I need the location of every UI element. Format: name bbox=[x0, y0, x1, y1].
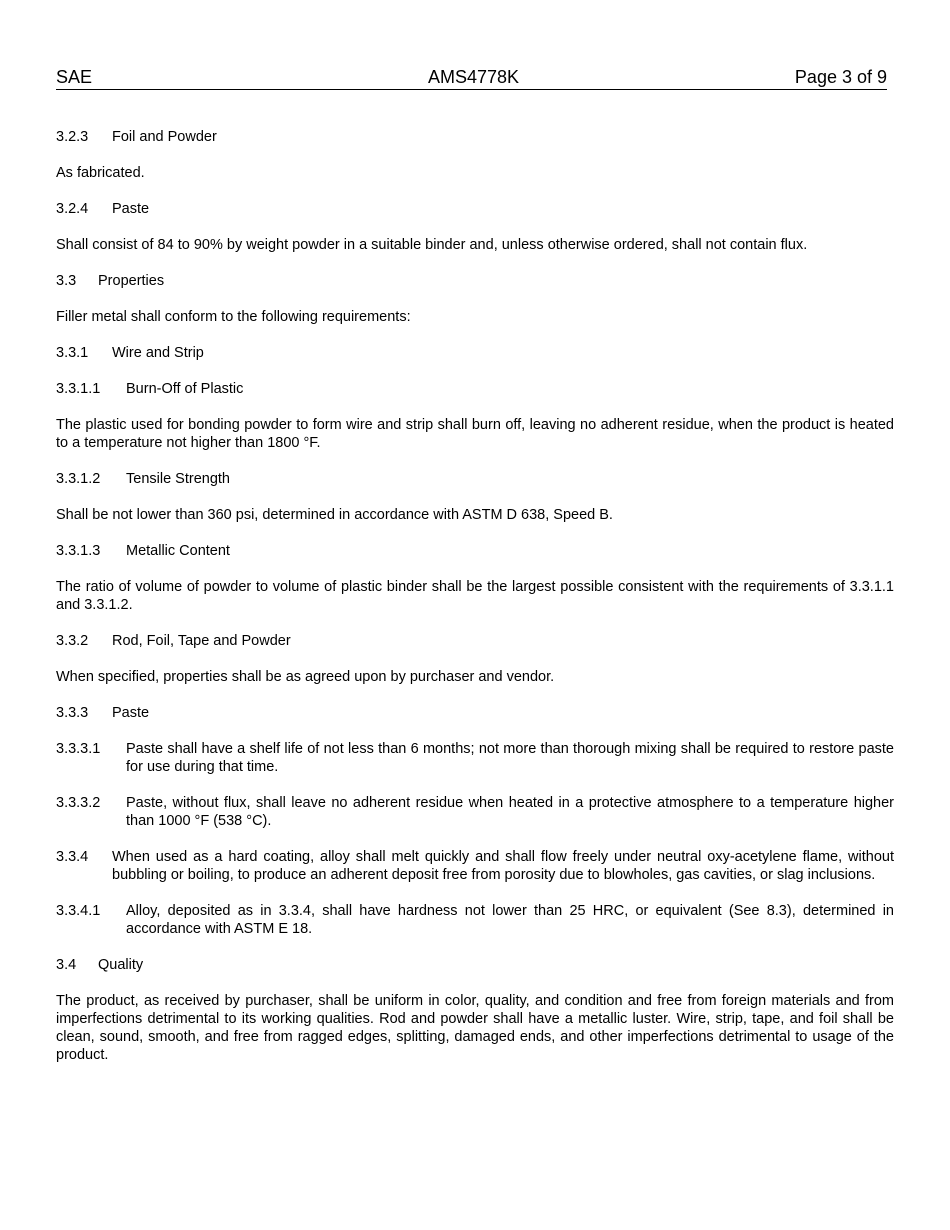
section-heading-3-4 bbox=[56, 956, 894, 974]
section-number: 3.4 bbox=[56, 957, 77, 973]
section-heading-3-3-2 bbox=[56, 632, 894, 650]
section-heading-3-3-1-2 bbox=[56, 470, 894, 488]
section-number: 3.3.3.2 bbox=[56, 795, 101, 811]
section-number: 3.3.1 bbox=[56, 345, 89, 361]
paragraph-3-3-2: When specified, properties shall be as agreed upon by purchaser and vendor. bbox=[56, 669, 555, 685]
section-title: Paste bbox=[112, 201, 150, 217]
section-heading-3-3-1-3 bbox=[56, 542, 894, 560]
paragraph-3-3-4 bbox=[56, 848, 894, 884]
section-heading-3-2-4 bbox=[56, 200, 894, 218]
paragraph-3-2-3: As fabricated. bbox=[56, 165, 145, 181]
paragraph-3-4: The product, as received by purchaser, shall be uniform in color, quality, and condition and free from foreign materials and from imperfections detrimental to its working qualities. Rod and powder shall have a metallic luster. Wire, strip, tape, and foil shall be clean, sound, smooth, and free from ragged edges, splitting, damaged ends, and other imperfections detrimental to usage of the product. bbox=[56, 993, 894, 1063]
paragraph-3-3-4-1 bbox=[56, 902, 894, 938]
section-heading-3-2-3 bbox=[56, 128, 894, 146]
section-number: 3.3.1.3 bbox=[56, 543, 101, 559]
section-number: 3.3.4.1 bbox=[56, 903, 101, 919]
paragraph-text: Alloy, deposited as in 3.3.4, shall have hardness not lower than 25 HRC, or equivalent (See 8.3), determined in accordance with ASTM E 18. bbox=[126, 903, 894, 937]
header-page-number: Page 3 of 9 bbox=[794, 67, 887, 87]
page-header bbox=[56, 67, 887, 90]
section-title: Quality bbox=[98, 957, 144, 973]
section-heading-3-3-1-1 bbox=[56, 380, 894, 398]
section-title: Properties bbox=[98, 273, 165, 289]
section-heading-3-3-1 bbox=[56, 344, 894, 362]
section-number: 3.3.1.1 bbox=[56, 381, 101, 397]
section-number: 3.3.4 bbox=[56, 849, 89, 865]
document-body bbox=[56, 128, 894, 1082]
paragraph-3-3-3-1 bbox=[56, 740, 894, 776]
section-number: 3.2.4 bbox=[56, 201, 89, 217]
section-number: 3.3.2 bbox=[56, 633, 89, 649]
section-number: 3.3.3.1 bbox=[56, 741, 101, 757]
section-number: 3.3 bbox=[56, 273, 77, 289]
section-title: Metallic Content bbox=[126, 543, 230, 559]
section-title: Wire and Strip bbox=[112, 345, 204, 361]
header-org: SAE bbox=[56, 67, 93, 87]
section-title: Tensile Strength bbox=[126, 471, 230, 487]
section-title: Paste bbox=[112, 705, 150, 721]
section-heading-3-3-3 bbox=[56, 704, 894, 722]
paragraph-3-2-4: Shall consist of 84 to 90% by weight powder in a suitable binder and, unless otherwise ordered, shall not contain flux. bbox=[56, 237, 808, 253]
paragraph-3-3-3-2 bbox=[56, 794, 894, 830]
section-number: 3.3.3 bbox=[56, 705, 89, 721]
paragraph-text: Paste shall have a shelf life of not less than 6 months; not more than thorough mixing shall be required to restore paste for use during that time. bbox=[126, 741, 894, 775]
paragraph-text: Paste, without flux, shall leave no adherent residue when heated in a protective atmosphere to a temperature higher than 1000 °F (538 °C). bbox=[126, 795, 894, 829]
section-title: Burn-Off of Plastic bbox=[126, 381, 244, 397]
paragraph-text: When used as a hard coating, alloy shall melt quickly and shall flow freely under neutral oxy-acetylene flame, without bubbling or boiling, to produce an adherent deposit free from porosity due to blowholes, gas cavities, or slag inclusions. bbox=[112, 849, 894, 883]
section-number: 3.3.1.2 bbox=[56, 471, 101, 487]
paragraph-3-3-1-2: Shall be not lower than 360 psi, determined in accordance with ASTM D 638, Speed B. bbox=[56, 507, 613, 523]
paragraph-3-3-1-3: The ratio of volume of powder to volume of plastic binder shall be the largest possible consistent with the requirements of 3.3.1.1 and 3.3.1.2. bbox=[56, 579, 894, 613]
section-title: Rod, Foil, Tape and Powder bbox=[112, 633, 291, 649]
paragraph-3-3-1-1: The plastic used for bonding powder to form wire and strip shall burn off, leaving no adherent residue, when the product is heated to a temperature not higher than 1800 °F. bbox=[56, 417, 894, 451]
paragraph-3-3: Filler metal shall conform to the following requirements: bbox=[56, 309, 411, 325]
header-doc-number: AMS4778K bbox=[428, 67, 520, 87]
section-title: Foil and Powder bbox=[112, 129, 217, 145]
section-number: 3.2.3 bbox=[56, 129, 89, 145]
section-heading-3-3 bbox=[56, 272, 894, 290]
